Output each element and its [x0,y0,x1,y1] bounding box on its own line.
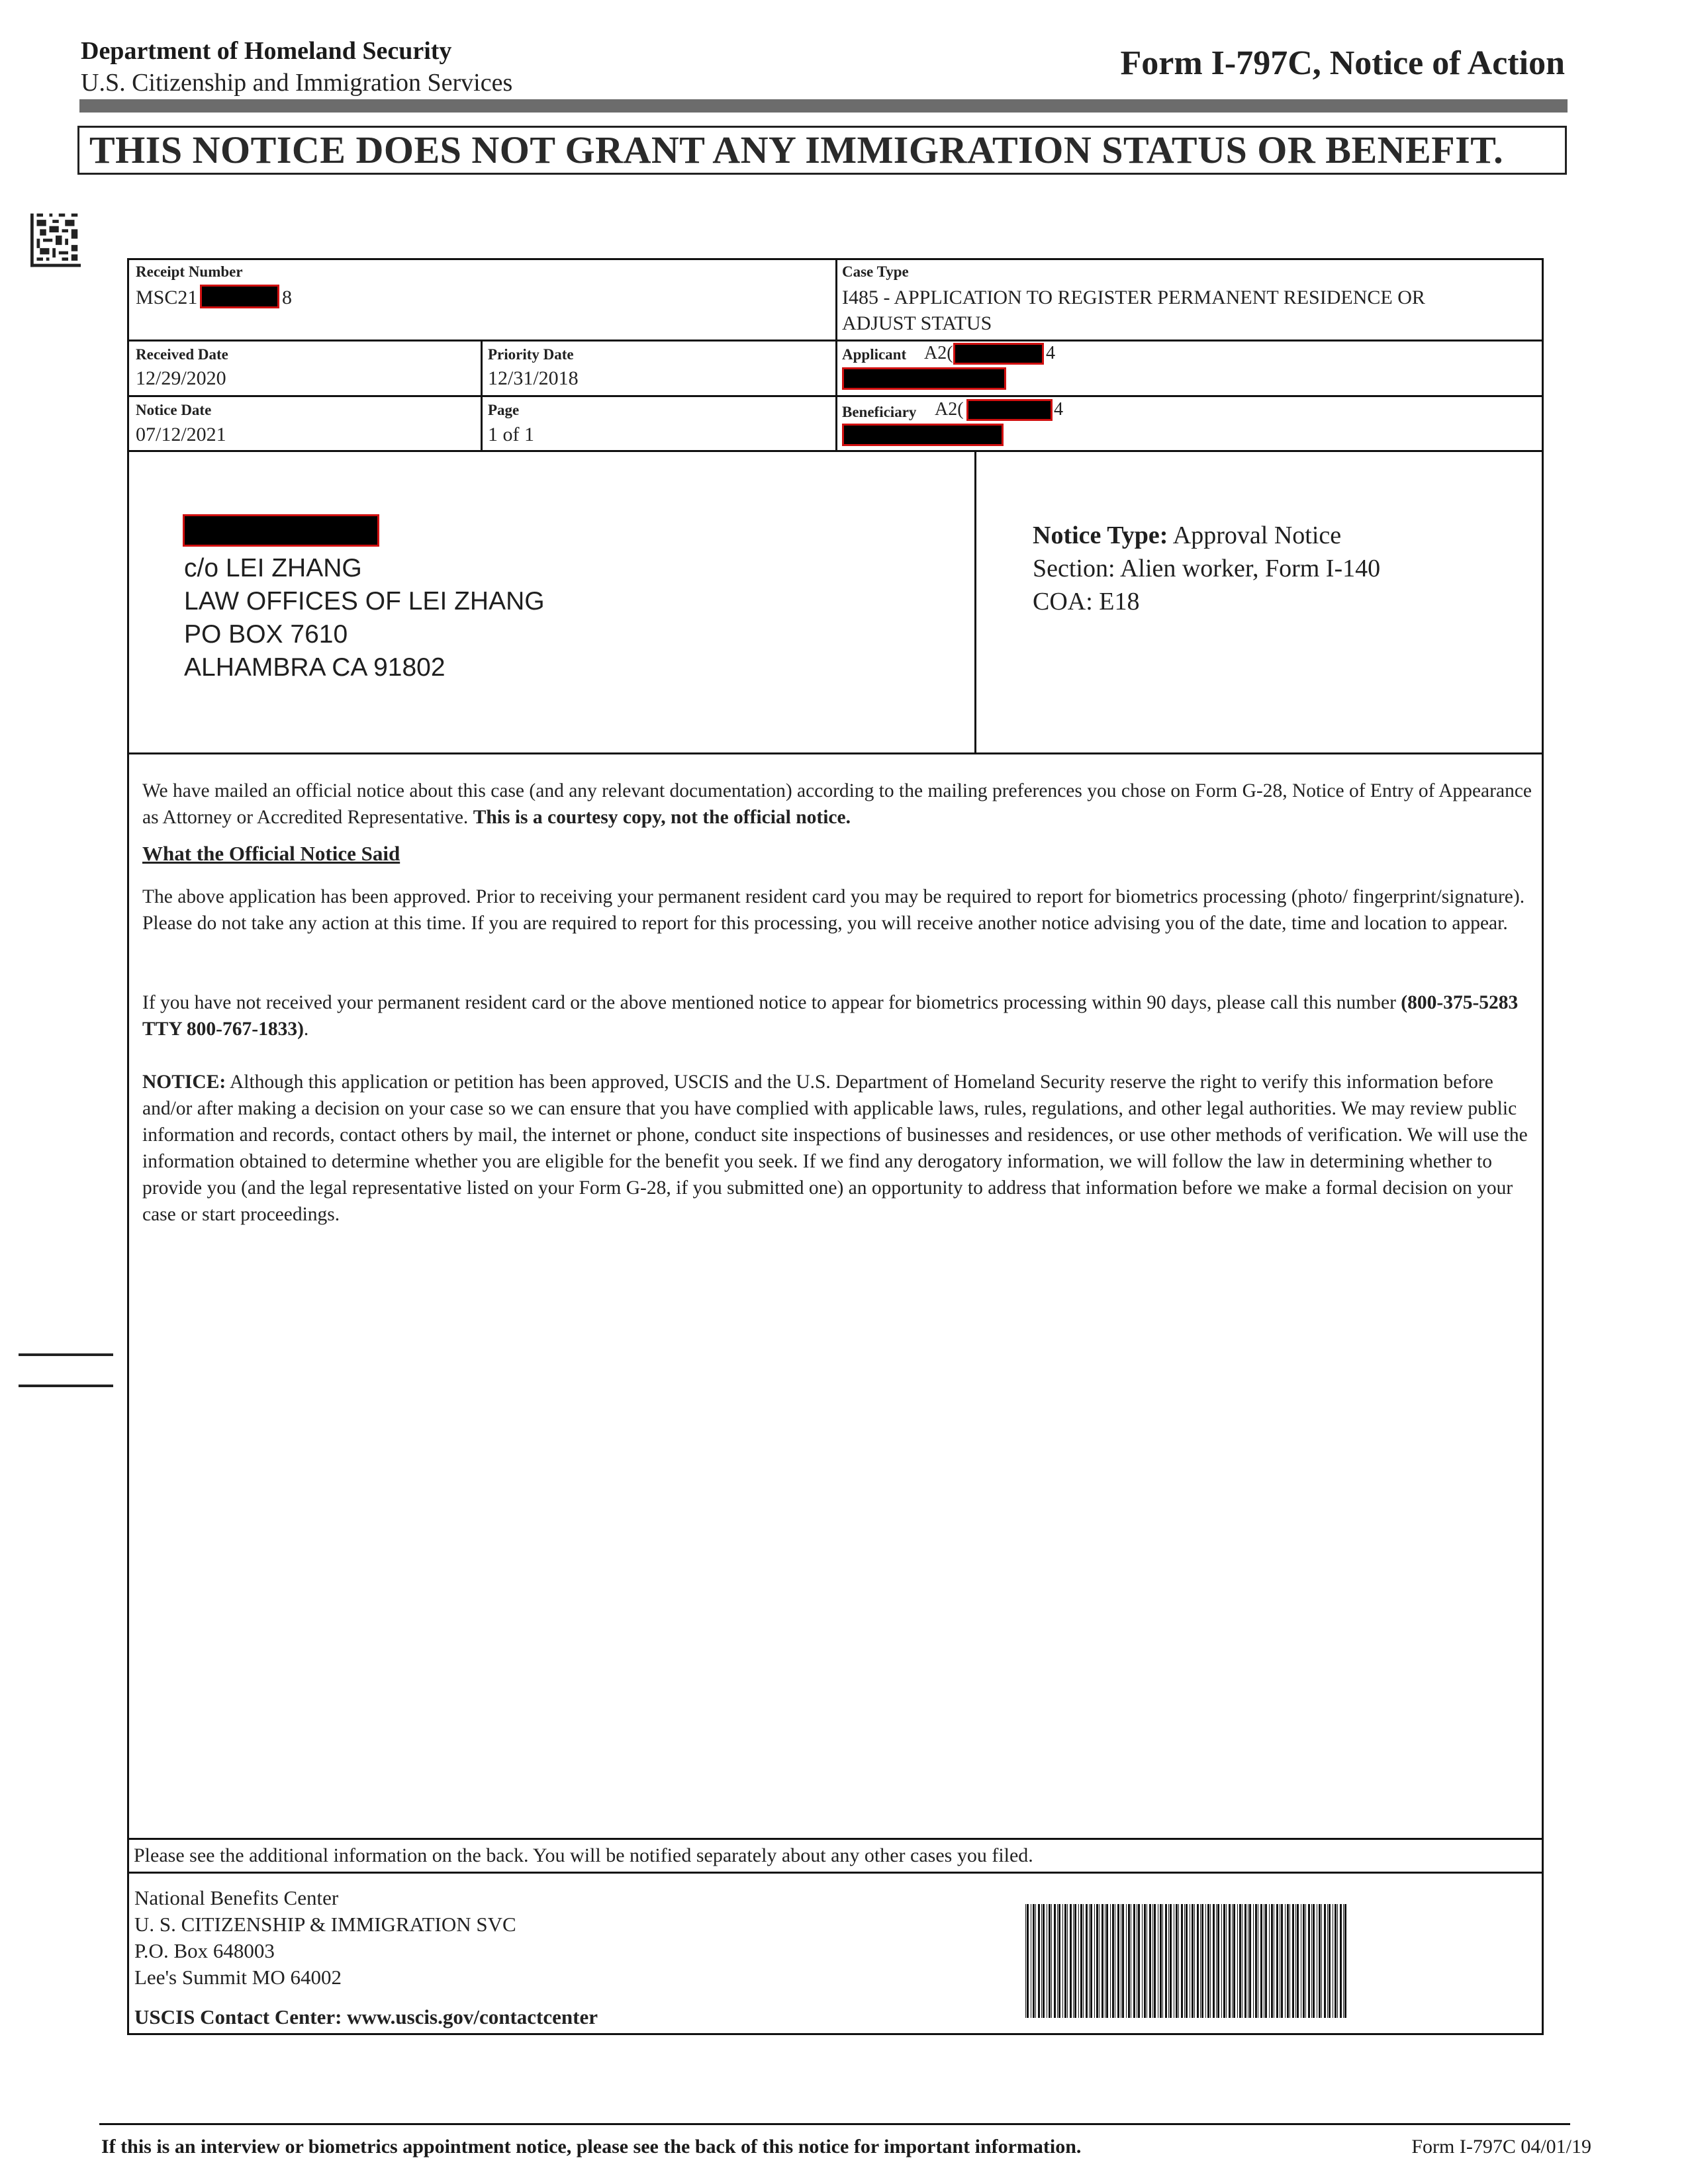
form-edition-id: Form I-797C 04/01/19 [1411,2136,1591,2158]
subagency-name: U.S. Citizenship and Immigration Services [81,69,513,97]
notice-coa: COA: E18 [1033,588,1140,615]
beneficiary-number-suffix: 4 [1054,399,1063,420]
beneficiary-label: Beneficiary [842,404,917,420]
appointment-notice-note: If this is an interview or biometrics appointment notice, please see the back of this notice for important information. [101,2136,1082,2158]
office-po-box: P.O. Box 648003 [134,1939,275,1962]
beneficiary-number-prefix: A2( [935,399,964,420]
courtesy-copy-text: We have mailed an official notice about this case (and any relevant documentation) according to the mailing preferences you chose on Form G-28, Notice of Entry of Appearance as Attorney or Accredited Representative. [142,780,1532,828]
biometrics-call-paragraph [142,989,1532,1042]
official-notice-heading: What the Official Notice Said [142,842,400,865]
notice-date-value: 07/12/2021 [136,424,226,445]
applicant-number-prefix: A2( [924,343,953,363]
grid-line [127,1872,1544,1874]
page-label: Page [488,402,520,418]
office-agency: U. S. CITIZENSHIP & IMMIGRATION SVC [134,1913,516,1936]
grid-line [127,752,1544,754]
barcode-icon [1024,1904,1348,2018]
redaction-box [200,285,279,308]
case-type-label: Case Type [842,263,909,280]
verification-notice-paragraph [142,1069,1532,1228]
notice-date-label: Notice Date [136,402,212,418]
address-line-city-state-zip: ALHAMBRA CA 91802 [184,653,445,682]
priority-date-value: 12/31/2018 [488,367,579,389]
redaction-box [953,343,1044,365]
redaction-box [966,399,1053,421]
received-date-label: Received Date [136,346,228,363]
bottom-rule [99,2123,1570,2125]
grid-line [127,1838,1544,1840]
notice-type [1033,521,1341,550]
case-type-line1: I485 - APPLICATION TO REGISTER PERMANENT RESIDENCE OR [842,287,1425,308]
header-rule [79,99,1568,113]
grid-line [974,450,976,754]
grid-line [835,258,837,451]
applicant-label: Applicant [842,346,907,363]
redaction-box [183,514,379,547]
notice-section: Section: Alien worker, Form I-140 [1033,555,1381,582]
contact-center-link[interactable]: USCIS Contact Center: www.uscis.gov/contactcenter [134,2005,598,2028]
notice-type-label: Notice Type: [1033,522,1168,549]
address-line-po-box: PO BOX 7610 [184,620,348,649]
margin-mark [19,1385,113,1387]
received-date-value: 12/29/2020 [136,367,226,389]
form-title: Form I-797C, Notice of Action [1120,44,1565,82]
verification-notice-text: Although this application or petition has been approved, USCIS and the U.S. Department of Homeland Security reserve the right to verify this information before and/or after making a decision on your case so we can ensure that you have complied with applicable laws, rules, regulations, and other legal authorities. We may review public information and records, contact others by mail, the internet or phone, conduct site inspections of businesses and residences, or use other methods of verification. We will use the information obtained to determine whether you are eligible for the benefit you seek. If we find any derogatory information, we will follow the law in determining whether to provide you (and the legal representative listed on your Form G-28, if you submitted one) an opportunity to address that information before we make a formal decision on your case or start proceedings. [142,1071,1528,1225]
notice-type-value: Approval Notice [1172,522,1342,549]
applicant-number-suffix: 4 [1046,343,1055,363]
datamatrix-code-icon [30,213,81,267]
redaction-box [842,424,1004,446]
biometrics-call-end: . [303,1019,309,1040]
contact-phone-numbers: (800-375-5283 TTY 800-767-1833) [142,992,1519,1040]
redaction-box [842,367,1006,390]
approval-paragraph: The above application has been approved. Prior to receiving your permanent resident card you may be required to report for biometrics processing (photo/ fingerprint/signature). Please do not take any action at this time. If you are required to report for this processing, you will receive another notice advising you of the date, time and location to appear. [142,886,1525,934]
receipt-number-label: Receipt Number [136,263,243,280]
case-type-line2: ADJUST STATUS [842,312,992,334]
status-disclaimer-banner: THIS NOTICE DOES NOT GRANT ANY IMMIGRATION STATUS OR BENEFIT. [77,126,1567,175]
margin-mark [19,1353,113,1356]
page-value: 1 of 1 [488,424,534,445]
receipt-number-suffix: 8 [282,287,292,308]
additional-info-note: Please see the additional information on the back. You will be notified separately about any other cases you filed. [134,1844,1033,1866]
courtesy-copy-emphasis: This is a courtesy copy, not the official notice. [473,807,851,828]
verification-notice-label: NOTICE: [142,1071,226,1093]
office-name: National Benefits Center [134,1886,339,1909]
priority-date-label: Priority Date [488,346,574,363]
receipt-number-prefix: MSC21 [136,287,198,308]
courtesy-copy-paragraph [142,778,1532,831]
grid-line [481,340,483,451]
agency-name: Department of Homeland Security [81,37,452,65]
biometrics-call-text: If you have not received your permanent resident card or the above mentioned notice to appear for biometrics processing within 90 days, please call this number [142,992,1401,1013]
address-line-care-of: c/o LEI ZHANG [184,554,362,582]
office-city-state-zip: Lee's Summit MO 64002 [134,1966,342,1989]
address-line-firm: LAW OFFICES OF LEI ZHANG [184,587,545,615]
